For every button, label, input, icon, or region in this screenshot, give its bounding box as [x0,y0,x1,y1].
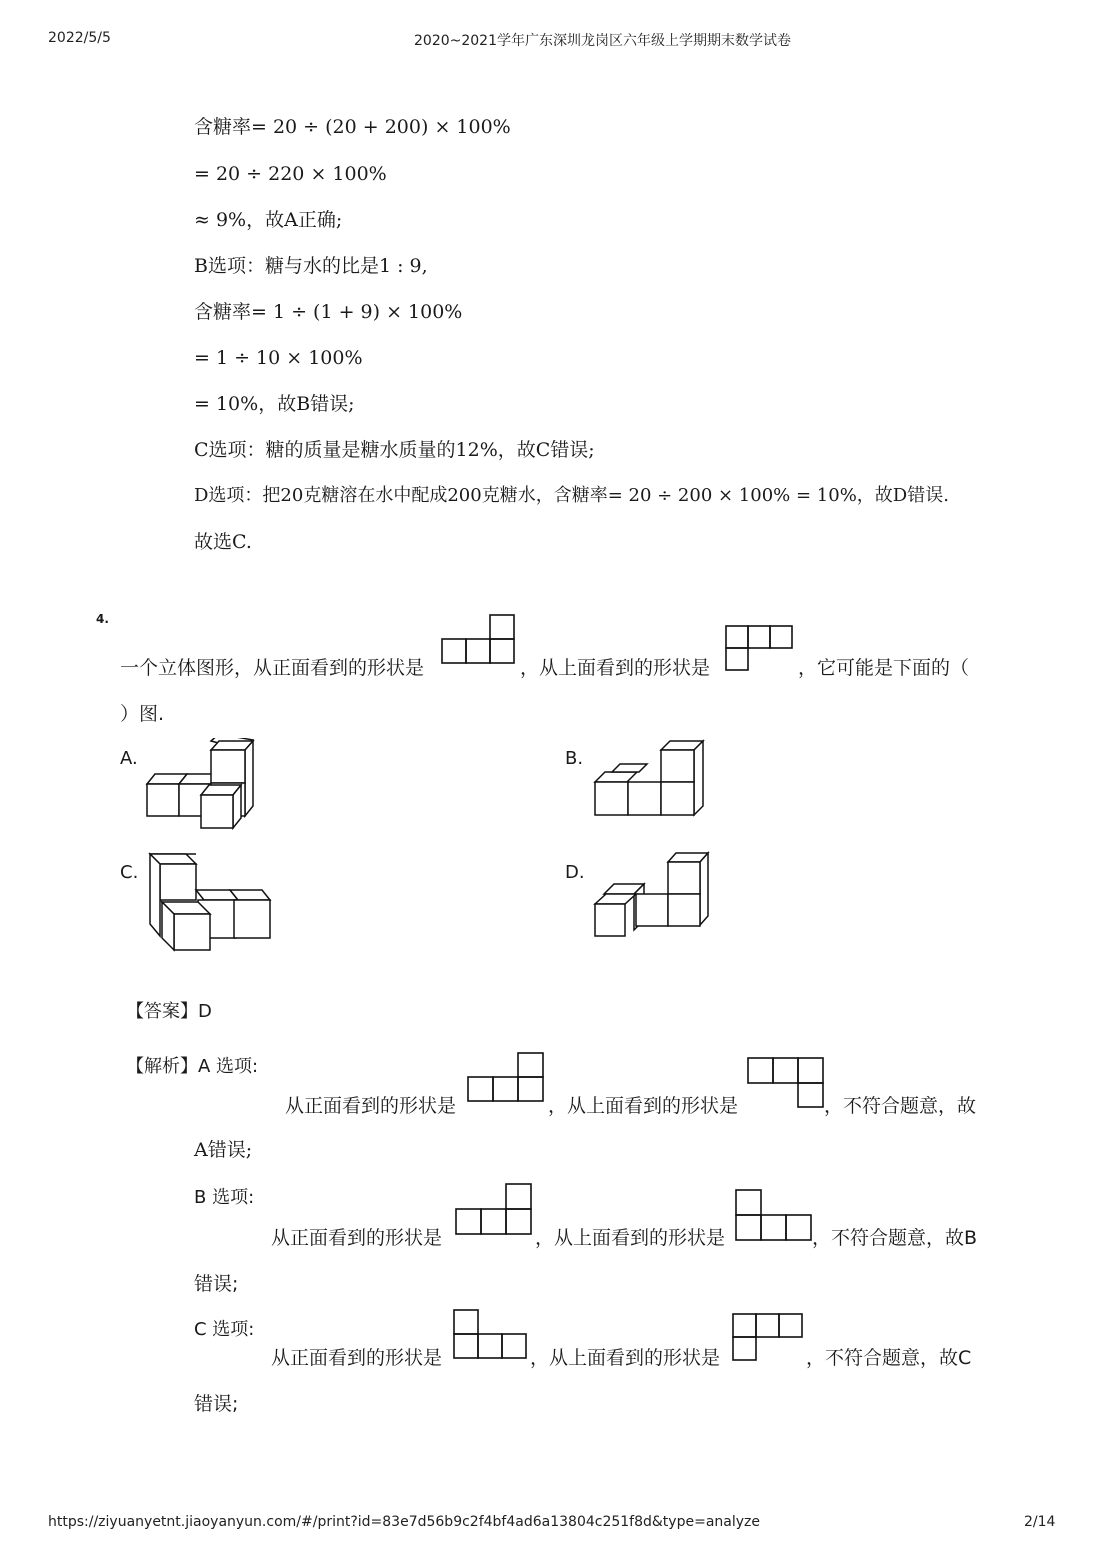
question-stem-part: ，从上面看到的形状是 [520,657,711,679]
solution-line: 含糖率= 20 ÷ (20 + 200) × 100% [194,116,511,138]
analysis-text: 从正面看到的形状是 [271,1227,443,1249]
solution-line: = 1 ÷ 10 × 100% [194,347,363,369]
solution-line: 故选C. [194,531,252,553]
option-d-label: D. [565,862,585,883]
analysis-label: 【解析】 [126,1056,198,1077]
document-title: 2020~2021学年广东深圳龙岗区六年级上学期期末数学试卷 [414,33,791,49]
answer-label: 【答案】 [126,1001,198,1022]
c-top-view-figure [731,1312,805,1362]
answer-value: D [198,1001,212,1022]
analysis-text: ，不符合题意，故B [812,1227,978,1249]
print-date: 2022/5/5 [48,30,111,46]
option-c-figure [148,852,273,952]
question-stem-part: ，它可能是下面的（ [798,657,970,679]
analysis-text: ，不符合题意，故 [824,1095,977,1117]
solution-line: = 20 ÷ 220 × 100% [194,163,387,185]
analysis-c-head: C 选项: [194,1319,255,1340]
option-b-label: B. [565,748,584,769]
solution-line: D选项：把20克糖溶在水中配成200克糖水，含糖率= 20 ÷ 200 × 100% = 10%，故D错误. [194,485,949,506]
front-view-figure [440,612,520,666]
page-number: 2/14 [1024,1514,1056,1530]
analysis-text: ，从上面看到的形状是 [535,1227,726,1249]
a-top-view-figure [746,1056,826,1110]
analysis-text: ，从上面看到的形状是 [548,1095,739,1117]
solution-line: ≈ 9%，故A正确; [194,209,343,231]
page-url[interactable]: https://ziyuanyetnt.jiaoyanyun.com/#/print?id=83e7d56b9c2f4bf4ad6a13804c251f8d&type=analyze [48,1514,760,1530]
solution-line: C选项：糖的质量是糖水质量的12%，故C错误; [194,439,595,461]
analysis-a-head: A 选项: [198,1056,259,1077]
option-b-figure [592,738,707,818]
analysis-text: 错误; [194,1393,239,1415]
question-stem-part: ）图. [120,703,165,725]
analysis-text: A错误; [194,1139,253,1161]
solution-line: = 10%，故B错误; [194,393,355,415]
question-number: 4. [96,612,109,626]
analysis-text: 错误; [194,1273,239,1295]
option-c-label: C. [120,862,139,883]
analysis-text: 从正面看到的形状是 [271,1347,443,1369]
a-front-view-figure [466,1050,546,1104]
analysis-text: ，不符合题意，故C [806,1347,972,1369]
top-view-figure [724,624,798,674]
option-d-figure [592,850,712,940]
option-a-figure [145,738,260,830]
b-top-view-figure [734,1188,814,1244]
solution-line: B选项：糖与水的比是1 : 9, [194,255,428,277]
answer-line [126,1000,212,1024]
question-stem-part: 一个立体图形，从正面看到的形状是 [120,657,425,679]
b-front-view-figure [454,1182,534,1238]
c-front-view-figure [452,1308,532,1362]
analysis-text: ，从上面看到的形状是 [530,1347,721,1369]
option-a-label: A. [120,748,138,769]
analysis-b-head: B 选项: [194,1187,255,1208]
analysis-text: 从正面看到的形状是 [285,1095,457,1117]
solution-line: 含糖率= 1 ÷ (1 + 9) × 100% [194,301,463,323]
analysis-heading [126,1055,258,1079]
